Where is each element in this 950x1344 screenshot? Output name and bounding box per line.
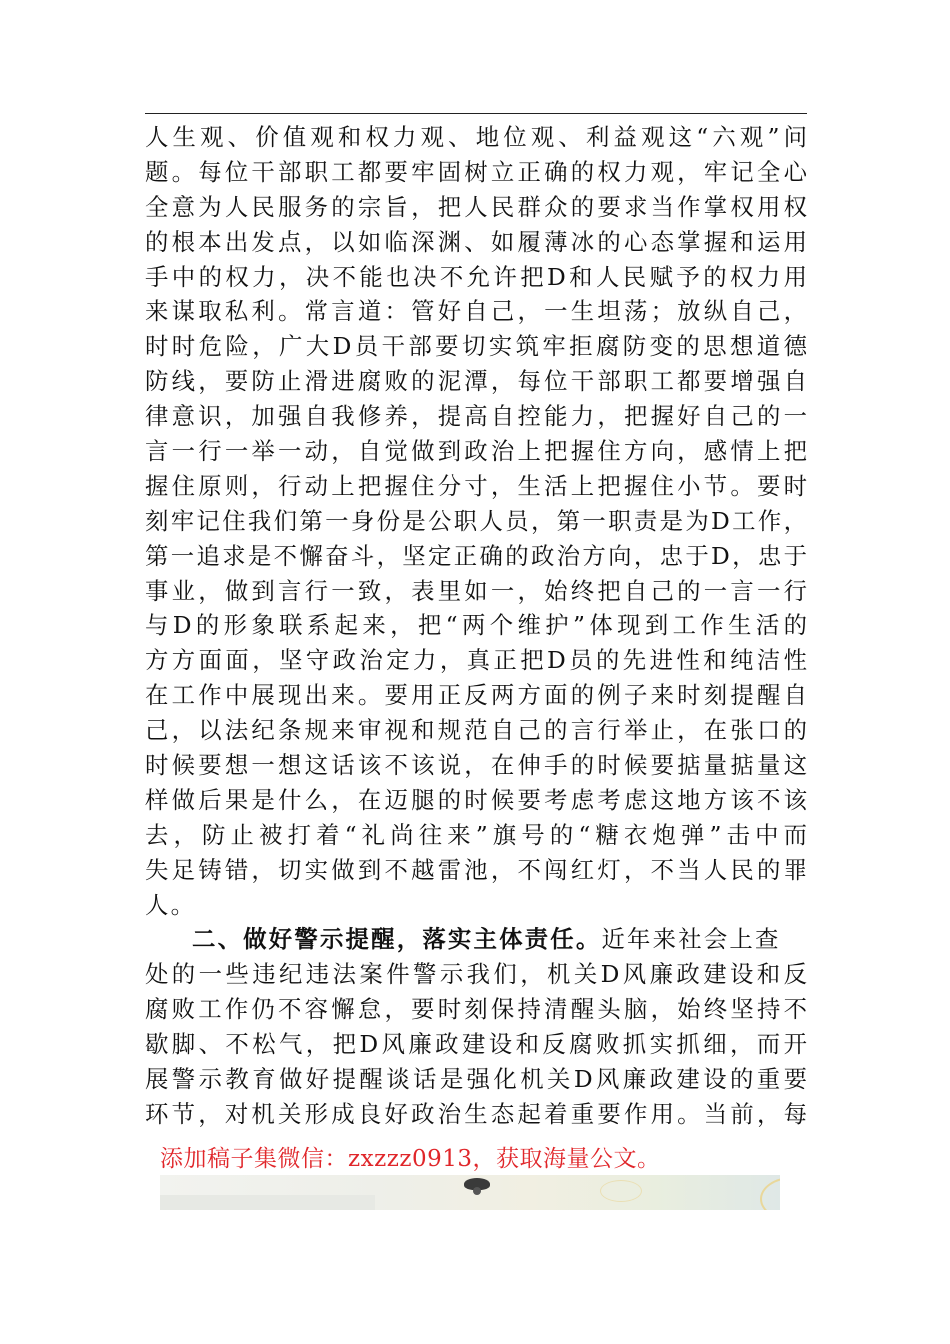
paragraph-line: 握住原则，行动上把握住分寸，生活上把握住小节。要时: [145, 471, 807, 500]
paragraph-line: 环节，对机关形成良好政治生态起着重要作用。当前，每: [145, 1099, 807, 1128]
paragraph-line: 律意识，加强自我修养，提高自控能力，把握好自己的一: [145, 402, 807, 431]
paragraph-line: 题。每位干部职工都要牢固树立正确的权力观，牢记全心: [145, 157, 807, 186]
paragraph-line: 歇脚、不松气，把D风廉政建设和反腐败抓实抓细，而开: [145, 1030, 807, 1059]
paragraph-line: 的根本出发点，以如临深渊、如履薄冰的心态掌握和运用: [145, 227, 807, 256]
paragraph-line: 处的一些违纪违法案件警示我们，机关D风廉政建设和反: [145, 960, 807, 989]
banner-swirl: [600, 1180, 642, 1202]
document-body: [145, 120, 807, 1132]
paragraph-line: 失足铸错，切实做到不越雷池，不闯红灯，不当人民的罪: [145, 855, 807, 884]
paragraph-line: 腐败工作仍不容懈怠，要时刻保持清醒头脑，始终坚持不: [145, 995, 807, 1024]
paragraph-line: 时候要想一想这话该不该说，在伸手的时候要掂量掂量这: [145, 751, 807, 780]
paragraph-line: 人生观、价值观和权力观、地位观、利益观这“六观”问: [145, 123, 807, 151]
paragraph-line: 刻牢记住我们第一身份是公职人员，第一职责是为D工作，: [145, 506, 807, 535]
banner-ring: [760, 1177, 780, 1210]
promo-text: 添加稿子集微信：zxzzz0913，获取海量公文。: [160, 1146, 661, 1172]
paragraph-line: 第一追求是不懈奋斗，坚定正确的政治方向，忠于D，忠于: [145, 541, 807, 570]
paragraph-line: 方方面面，坚守政治定力，真正把D员的先进性和纯洁性: [145, 646, 807, 675]
paragraph-line: 事业，做到言行一致，表里如一，始终把自己的一言一行: [145, 576, 807, 605]
paragraph-line: 全意为人民服务的宗旨，把人民群众的要求当作掌权用权: [145, 192, 807, 221]
paragraph-line: 来谋取私利。常言道：管好自己，一生坦荡；放纵自己，: [145, 297, 807, 326]
paragraph-line: 时时危险，广大D员干部要切实筑牢拒腐防变的思想道德: [145, 332, 807, 361]
top-rule: [145, 113, 807, 114]
paragraph-line: 防线，要防止滑进腐败的泥潭，每位干部职工都要增强自: [145, 367, 807, 396]
paragraph-line: 去，防止被打着“礼尚往来”旗号的“糖衣炮弹”击中而: [145, 820, 807, 849]
paragraph-line: 手中的权力，决不能也决不允许把D和人民赋予的权力用: [145, 262, 807, 291]
paragraph-line: 与D的形象联系起来，把“两个维护”体现到工作生活的: [145, 611, 807, 640]
paragraph-line: 人。: [145, 890, 197, 919]
paragraph-line: 展警示教育做好提醒谈话是强化机关D风廉政建设的重要: [145, 1065, 807, 1094]
paragraph-line: 己，以法纪条规来审视和规范自己的言行举止，在张口的: [145, 716, 807, 745]
paragraph-line: 在工作中展现出来。要用正反两方面的例子来时刻提醒自: [145, 681, 807, 710]
banner-image: [160, 1175, 780, 1210]
paragraph-line: 样做后果是什么，在迈腿的时候要考虑考虑这地方该不该: [145, 785, 807, 814]
section-heading: 二、做好警示提醒，落实主体责任。: [192, 925, 602, 954]
banner-strip: [160, 1195, 375, 1210]
section-heading-rest: 近年来社会上查: [601, 925, 781, 954]
section-heading-line: [145, 922, 807, 957]
banner-ink-drop: [473, 1187, 481, 1195]
paragraph-line: 言一行一举一动，自觉做到政治上把握住方向，感情上把: [145, 437, 807, 466]
